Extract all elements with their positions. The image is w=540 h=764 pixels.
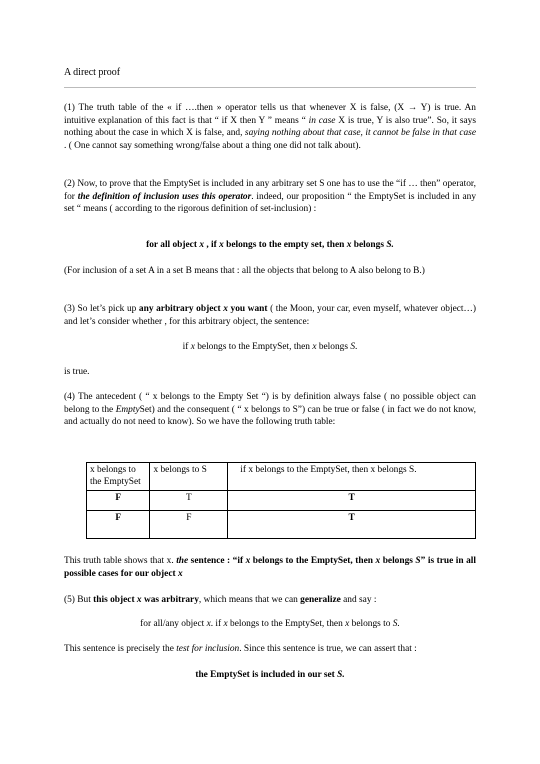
- paragraph-inclusion-note: (For inclusion of a set A in a set B means that : all the objects that belong to A also belong to B.): [64, 266, 425, 276]
- table-cell: T: [150, 491, 228, 511]
- generalized-statement: for all/any object x. if x belongs to the EmptySet, then x belongs to S.: [140, 619, 400, 629]
- table-header-cell: if x belongs to the EmptySet, then x belongs S.: [228, 463, 476, 491]
- implication-arrow-icon: →: [407, 103, 418, 113]
- table-cell: F: [87, 491, 150, 511]
- table-header-cell: x belongs to S: [150, 463, 228, 491]
- paragraph-1: (1) The truth table of the « if ….then » operator tells us that whenever X is false, (X → Y) is true. An intuitive explanation of this fact is that “ if X then Y ” means “ in case X is true, Y is also true”. So, it says nothing about the case in which X is false, and, saying nothing about that case, it cannot be false in that case . ( One cannot say something wrong/false about a thing one did not talk about).: [64, 103, 477, 151]
- table-row: [87, 491, 476, 511]
- table-cell: F: [150, 511, 228, 539]
- definition-statement: for all object x , if x belongs to the empty set, then x belongs S.: [146, 240, 394, 250]
- paragraph-2: (2) Now, to prove that the EmptySet is included in any arbitrary set S one has to use the “if … then” operator, for the definition of inclusion uses this operator. indeed, our proposition “ the EmptySet is included in any set “ means ( according to the rigorous definition of set-inclusion) :: [64, 179, 477, 215]
- table-header-cell: x belongs to the EmptySet: [87, 463, 150, 491]
- truth-table: [86, 462, 476, 539]
- paragraph-is-true: is true.: [64, 367, 90, 377]
- title-divider: [64, 87, 476, 88]
- table-cell: F: [87, 511, 150, 539]
- sentence-statement: if x belongs to the EmptySet, then x belongs S.: [182, 342, 358, 352]
- table-cell: T: [228, 511, 476, 539]
- table-cell: T: [228, 491, 476, 511]
- paragraph-truth-table-conclusion: This truth table shows that x. the sentence : “if x belongs to the EmptySet, then x belongs S” is true in all possible cases for our object x: [64, 556, 476, 579]
- paragraph-4: (4) The antecedent ( “ x belongs to the Empty Set “) is by definition always false ( no possible object can belong to the EmptySet) and the consequent ( “ x belongs to S”) can be true or false ( in fact we do not know, and actually do not need to know). So we have the following truth table:: [64, 392, 476, 428]
- table-header-row: [87, 463, 476, 491]
- document-title: A direct proof: [64, 67, 121, 78]
- paragraph-3: (3) So let’s pick up any arbitrary object x you want ( the Moon, your car, even myself, whatever object…) and let’s consider whether , for this arbitrary object, the sentence:: [64, 304, 476, 327]
- conclusion-statement: the EmptySet is included in our set S.: [195, 670, 345, 680]
- table-row: [87, 511, 476, 539]
- paragraph-test-for-inclusion: This sentence is precisely the test for inclusion. Since this sentence is true, we can assert that :: [64, 644, 417, 654]
- paragraph-5: (5) But this object x was arbitrary, which means that we can generalize and say :: [64, 595, 377, 605]
